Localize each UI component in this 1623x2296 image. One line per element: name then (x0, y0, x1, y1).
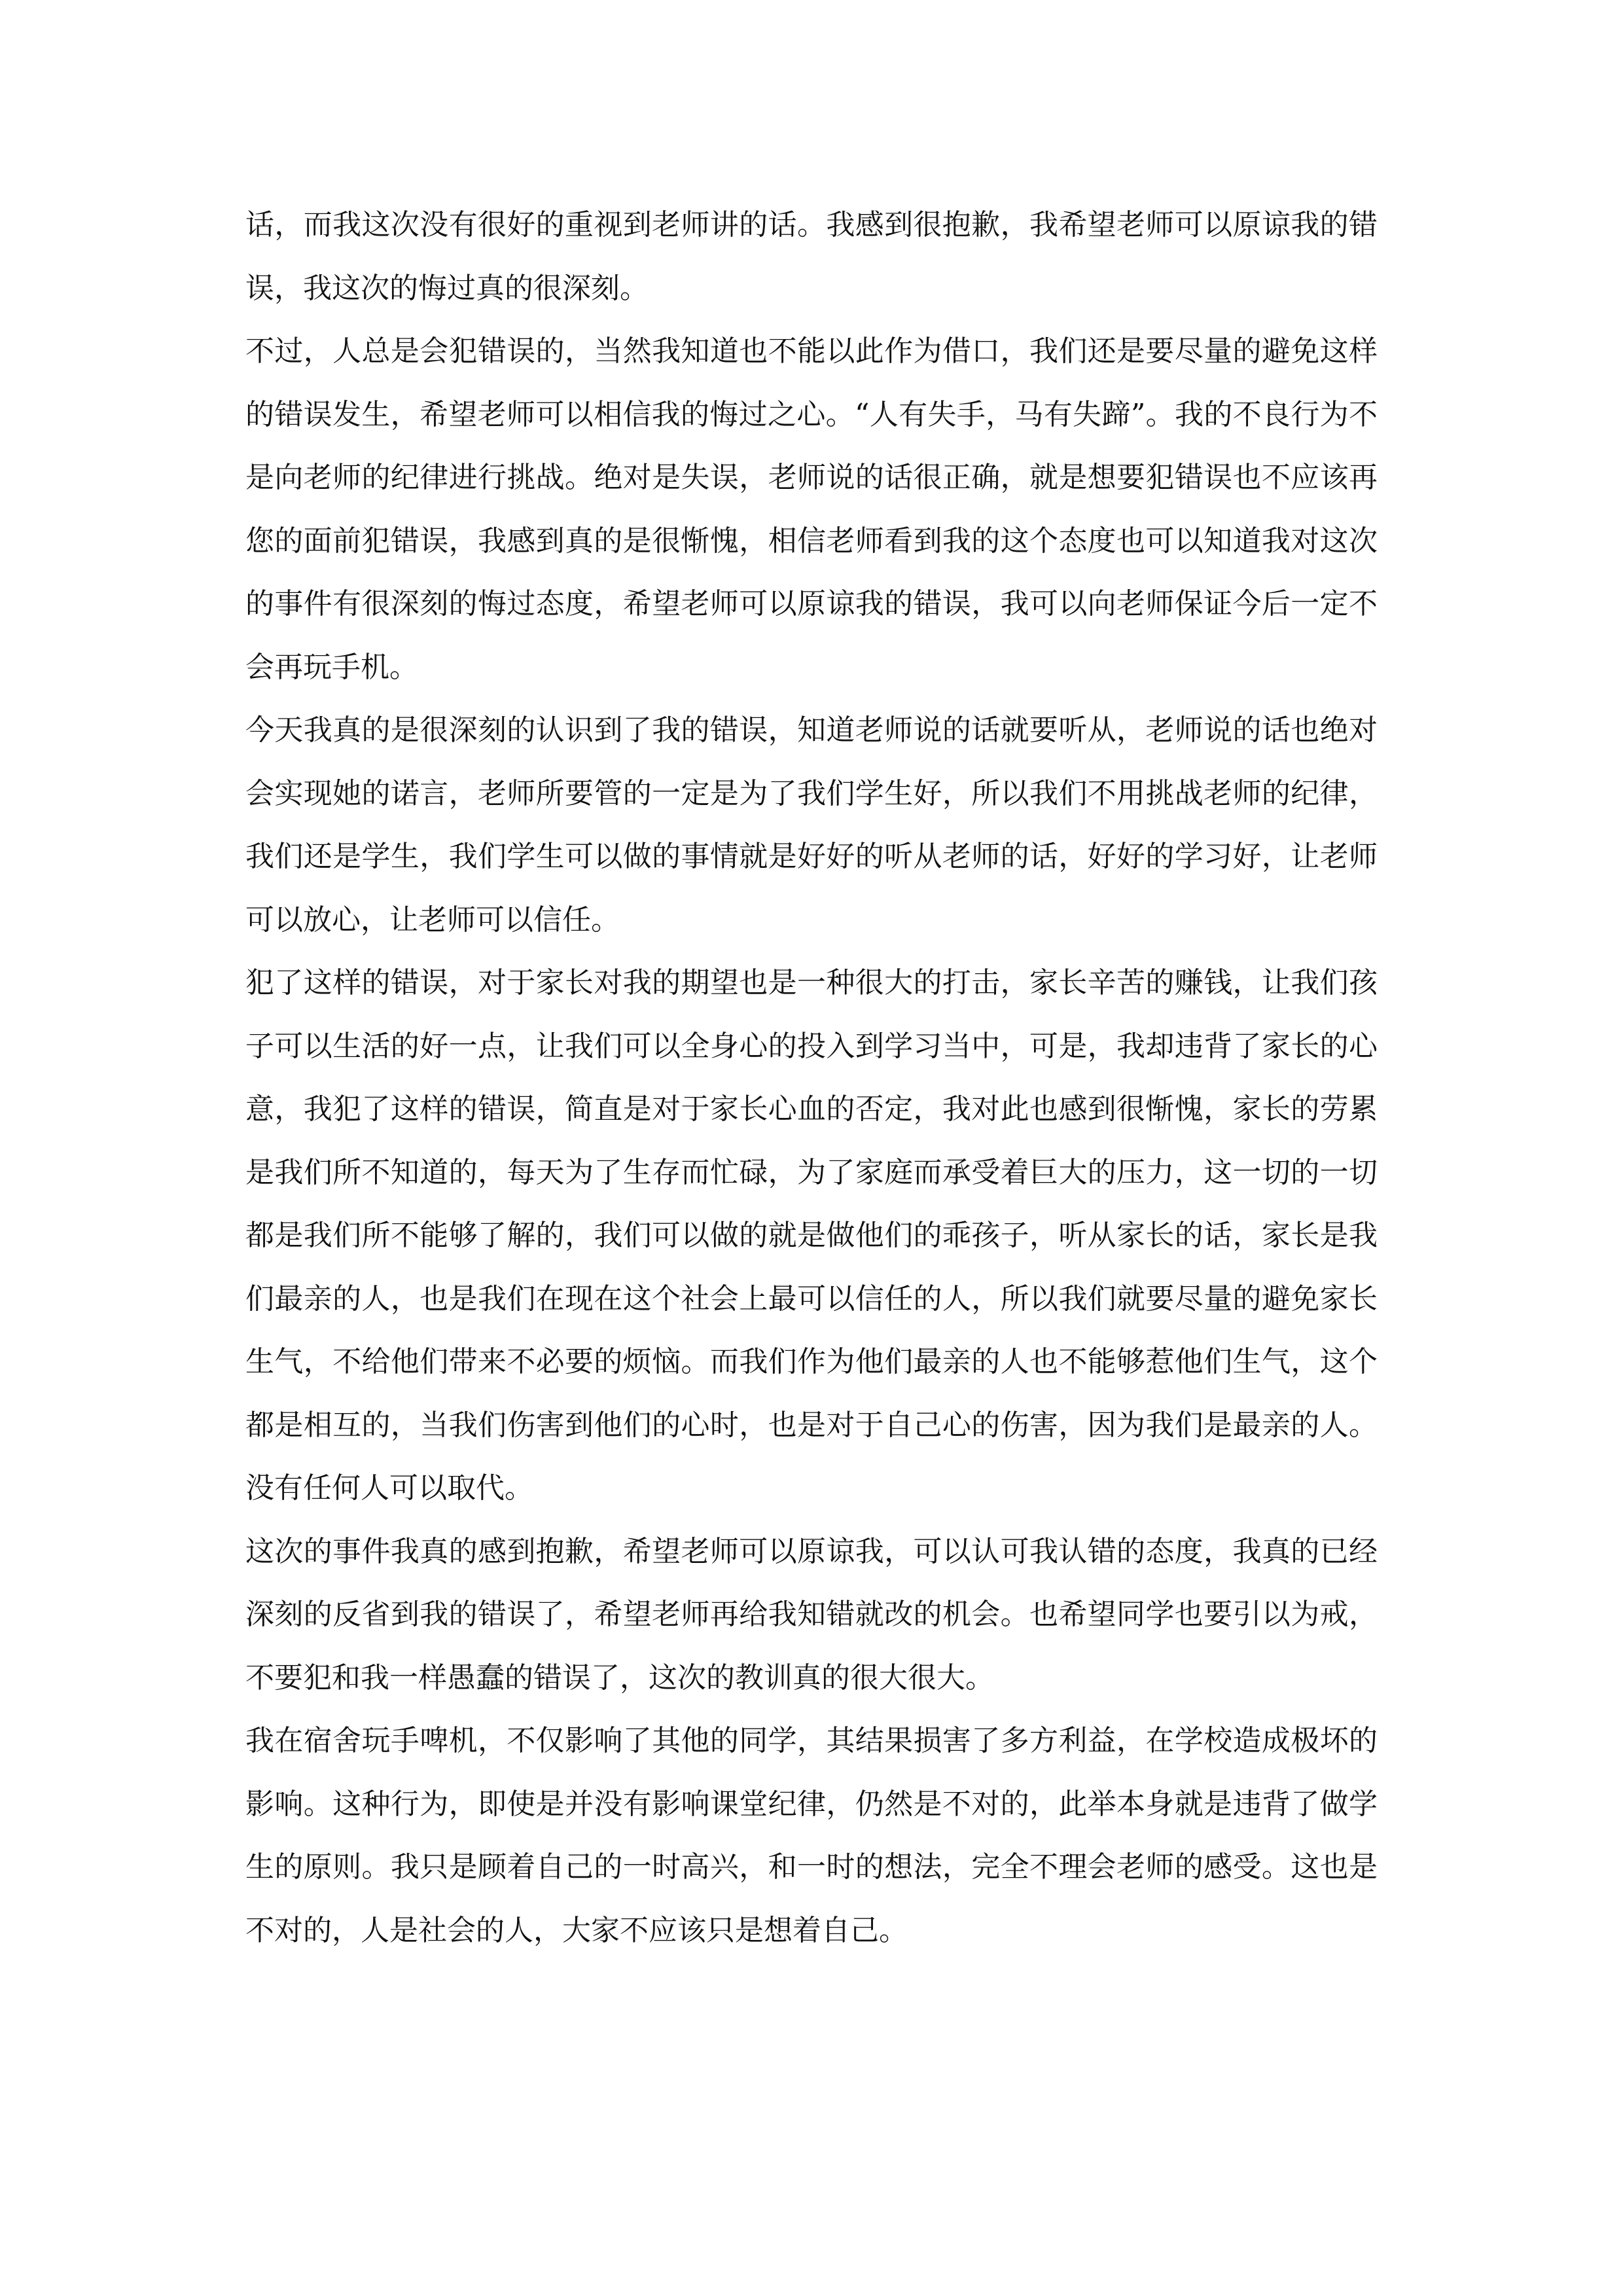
paragraph: 我在宿舍玩手啤机，不仅影响了其他的同学，其结果损害了多方利益，在学校造成极坏的影响。这种行为，即使是并没有影响课堂纪律，仍然是不对的，此举本身就是违背了做学生的原则。我只是顾着自己的一时高兴，和一时的想法，完全不理会老师的感受。这也是不对的，人是社会的人，大家不应该只是想着自己。 (245, 1724, 1378, 1947)
document-body (245, 194, 1378, 1962)
paragraph: 不过，人总是会犯错误的，当然我知道也不能以此作为借口，我们还是要尽量的避免这样的错误发生，希望老师可以相信我的悔过之心。“人有失手，马有失蹄”。我的不良行为不是向老师的纪律进行挑战。绝对是失误，老师说的话很正确，就是想要犯错误也不应该再您的面前犯错误，我感到真的是很惭愧，相信老师看到我的这个态度也可以知道我对这次的事件有很深刻的悔过态度，希望老师可以原谅我的错误，我可以向老师保证今后一定不会再玩手机。 (245, 334, 1378, 684)
paragraph: 今天我真的是很深刻的认识到了我的错误，知道老师说的话就要听从，老师说的话也绝对会实现她的诺言，老师所要管的一定是为了我们学生好，所以我们不用挑战老师的纪律，我们还是学生，我们学生可以做的事情就是好好的听从老师的话，好好的学习好，让老师可以放心，让老师可以信任。 (245, 713, 1378, 937)
paragraph: 话，而我这次没有很好的重视到老师讲的话。我感到很抱歉，我希望老师可以原谅我的错误，我这次的悔过真的很深刻。 (245, 208, 1378, 305)
paragraph: 这次的事件我真的感到抱歉，希望老师可以原谅我，可以认可我认错的态度，我真的已经深刻的反省到我的错误了，希望老师再给我知错就改的机会。也希望同学也要引以为戒，不要犯和我一样愚蠢的错误了，这次的教训真的很大很大。 (245, 1534, 1378, 1695)
paragraph: 犯了这样的错误，对于家长对我的期望也是一种很大的打击，家长辛苦的赚钱，让我们孩子可以生活的好一点，让我们可以全身心的投入到学习当中，可是，我却违背了家长的心意，我犯了这样的错误，简直是对于家长心血的否定，我对此也感到很惭愧，家长的劳累是我们所不知道的，每天为了生存而忙碌，为了家庭而承受着巨大的压力，这一切的一切都是我们所不能够了解的，我们可以做的就是做他们的乖孩子，听从家长的话，家长是我们最亲的人，也是我们在现在这个社会上最可以信任的人，所以我们就要尽量的避免家长生气，不给他们带来不必要的烦恼。而我们作为他们最亲的人也不能够惹他们生气，这个都是相互的，当我们伤害到他们的心时，也是对于自己心的伤害，因为我们是最亲的人。没有任何人可以取代。 (245, 966, 1378, 1505)
